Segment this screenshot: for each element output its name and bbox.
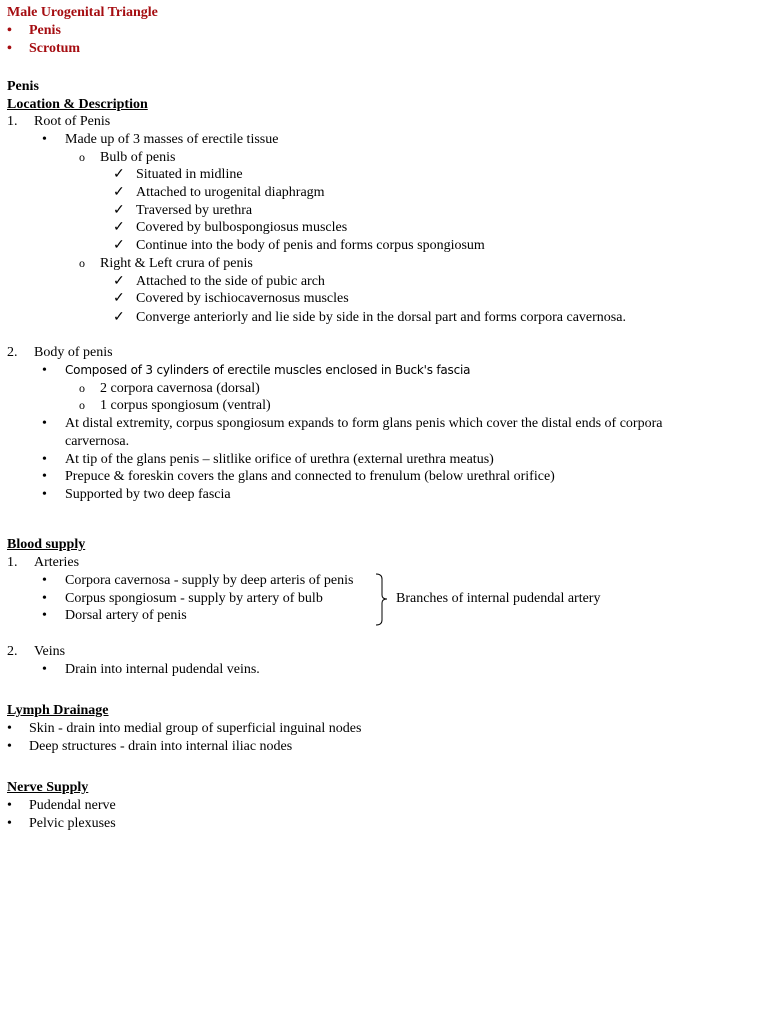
veins-label: Veins [34,644,66,659]
crura-label: Right & Left crura of penis [100,256,253,271]
bullet-icon: • [42,416,47,431]
artery-item: Corpora cavernosa - supply by deep arteris of penis [65,573,354,588]
bullet-icon: • [42,487,47,502]
body-tip: At tip of the glans penis – slitlike orifice of urethra (external urethra meatus) [65,452,494,467]
body-distal-line1: At distal extremity, corpus spongiosum expands to form glans penis which cover the distal ends of corpora [65,416,663,431]
list-number: 2. [7,644,18,659]
body-distal-line2: carvernosa. [65,434,130,449]
artery-item: Dorsal artery of penis [65,608,187,623]
sub-bullet-icon: o [79,150,85,164]
bullet-icon: • [7,41,12,56]
vein-item: Drain into internal pudendal veins. [65,662,260,677]
bullet-icon: • [7,739,12,754]
bullet-icon: • [7,798,12,813]
crura-check: Converge anteriorly and lie side by side in the dorsal part and forms corpora cavernosa. [136,310,626,325]
check-icon: ✓ [113,291,125,306]
body-label: Body of penis [34,345,113,360]
body-cylinder: 1 corpus spongiosum (ventral) [100,398,271,413]
check-icon: ✓ [113,310,125,325]
location-heading: Location & Description [7,97,148,112]
bullet-icon: • [42,452,47,467]
check-icon: ✓ [113,274,125,289]
lymph-item: Deep structures - drain into internal iliac nodes [29,739,293,754]
check-icon: ✓ [113,220,125,235]
bullet-icon: • [7,23,12,38]
bulb-check: Attached to urogenital diaphragm [136,185,325,200]
artery-item: Corpus spongiosum - supply by artery of bulb [65,591,323,606]
body-composed: Composed of 3 cylinders of erectile muscles enclosed in Buck's fascia [65,363,471,377]
brace-note: Branches of internal pudendal artery [396,591,601,606]
bulb-check: Situated in midline [136,167,243,182]
lymph-item: Skin - drain into medial group of superficial inguinal nodes [29,721,362,736]
root-label: Root of Penis [34,114,111,129]
header-item-scrotum: Scrotum [29,41,81,56]
nerve-heading: Nerve Supply [7,780,89,795]
bullet-icon: • [42,132,47,147]
list-number: 1. [7,114,18,129]
nerve-item: Pudendal nerve [29,798,116,813]
bullet-icon: • [42,591,47,606]
blood-heading: Blood supply [7,537,86,552]
section-title-penis: Penis [7,79,39,94]
bulb-check: Traversed by urethra [136,203,253,218]
list-number: 2. [7,345,18,360]
check-icon: ✓ [113,238,125,253]
bullet-icon: • [42,469,47,484]
bullet-icon: • [42,363,47,378]
bulb-label: Bulb of penis [100,150,176,165]
nerve-item: Pelvic plexuses [29,816,116,831]
sub-bullet-icon: o [79,256,85,270]
crura-check: Attached to the side of pubic arch [136,274,325,289]
bullet-icon: • [7,721,12,736]
sub-bullet-icon: o [79,398,85,412]
bullet-icon: • [7,816,12,831]
sub-bullet-icon: o [79,381,85,395]
arteries-label: Arteries [34,555,80,570]
body-cylinder: 2 corpora cavernosa (dorsal) [100,381,260,396]
lymph-heading: Lymph Drainage [7,703,109,718]
root-point: Made up of 3 masses of erectile tissue [65,132,279,147]
check-icon: ✓ [113,185,125,200]
bulb-check: Covered by bulbospongiosus muscles [136,220,348,235]
bullet-icon: • [42,608,47,623]
crura-check: Covered by ischiocavernosus muscles [136,291,349,306]
body-supported: Supported by two deep fascia [65,487,231,502]
bullet-icon: • [42,573,47,588]
brace-icon [372,572,394,628]
check-icon: ✓ [113,203,125,218]
header-item-penis: Penis [29,23,61,38]
body-prepuce: Prepuce & foreskin covers the glans and connected to frenulum (below urethral orifice) [65,469,555,484]
doc-title: Male Urogenital Triangle [7,5,158,20]
list-number: 1. [7,555,18,570]
bulb-check: Continue into the body of penis and forms corpus spongiosum [136,238,485,253]
bullet-icon: • [42,662,47,677]
check-icon: ✓ [113,167,125,182]
